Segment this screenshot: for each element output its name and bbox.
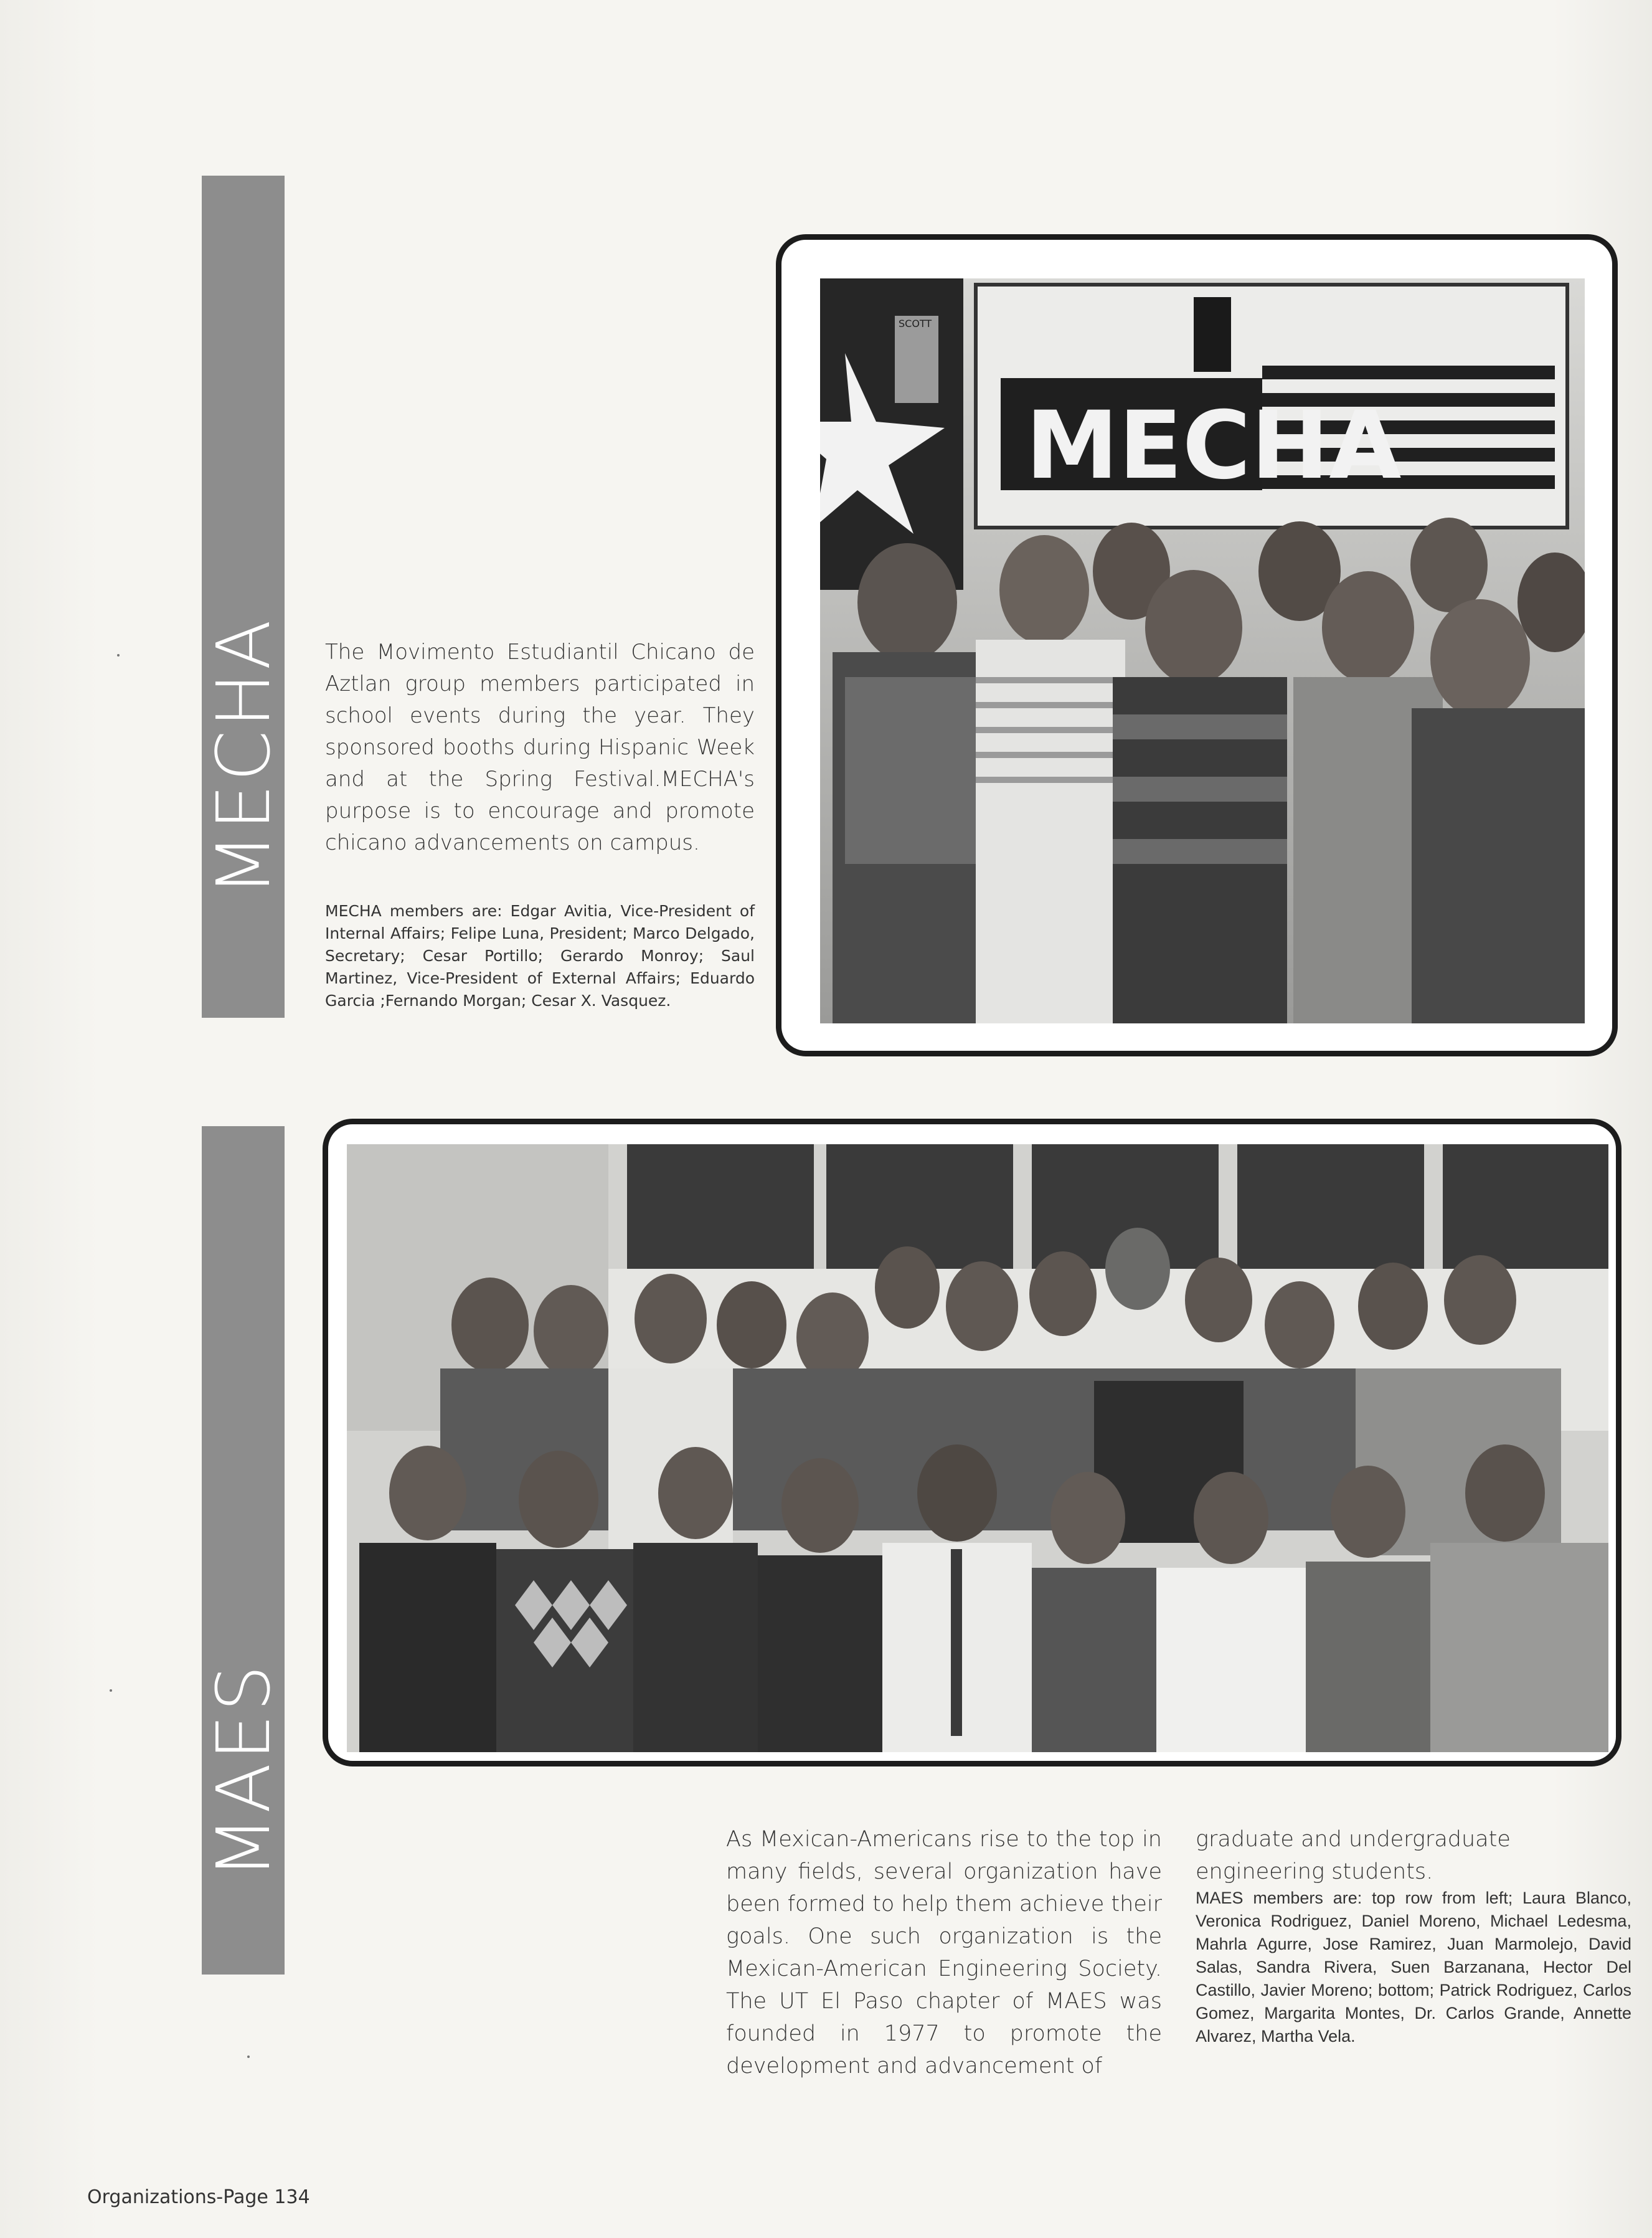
mecha-photo-illustration (820, 278, 1585, 1023)
banner-mecha-text: MECHA (1026, 392, 1402, 500)
maes-description: As Mexican-Americans rise to the top in many fields, several organization have been formed to help them achieve their goals. One such organization is the Mexican-American Engineering Society. The UT El Paso chapter of MAES was founded in 1977 to promote the development and advancement of (726, 1827, 1162, 2079)
mecha-description: The Movimento Estudiantil Chicano de Aztlan group members participated in school events during the year. They sponsored booths during Hispanic Week and at the Spring Festival.MECHA's purpose is to encourage and promote chicano advancements on campus. (325, 640, 755, 855)
page-footer: Organizations-Page 134 (87, 2186, 310, 2208)
maes-photo-illustration (347, 1144, 1608, 1752)
mecha-members-silhouettes (833, 518, 1585, 1023)
mecha-photo-frame (776, 234, 1618, 1056)
mecha-members-caption: MECHA members are: Edgar Avitia, Vice-President of Internal Affairs; Felipe Luna, President; Marco Delgado, Secretary; Cesar Portillo; Gerardo Monroy; Saul Martinez, Vice-President of External Affairs; Eduardo Garcia ;Fernando Morgan; Cesar X. Vasquez. (325, 902, 755, 1010)
maes-group-photo (347, 1144, 1608, 1752)
scott-sign-text: SCOTT (899, 318, 932, 330)
maes-title: MAES (200, 1662, 286, 1880)
mecha-title-band (202, 176, 285, 1018)
maes-members-caption: MAES members are: top row from left; Laura Blanco, Veronica Rodriguez, Daniel Moreno, Michael Ledesma, Mahrla Agurre, Jose Ramirez, Juan Marmolejo, David Salas, Sandra Rivera, Suen Barzanana, Hector Del Castillo, Javier Moreno; bottom; Patrick Rodriguez, Carlos Gomez, Margarita Montes, Dr. Carlos Grande, Annette Alvarez, Martha Vela. (1196, 1889, 1631, 2046)
maes-title-band (202, 1126, 285, 1975)
mecha-group-photo (820, 278, 1585, 1023)
maes-members-silhouettes (359, 1228, 1608, 1752)
maes-photo-frame (323, 1119, 1621, 1766)
mecha-title: MECHA (200, 617, 286, 896)
maes-description-continued: graduate and undergraduate engineering students. (1196, 1827, 1511, 1884)
